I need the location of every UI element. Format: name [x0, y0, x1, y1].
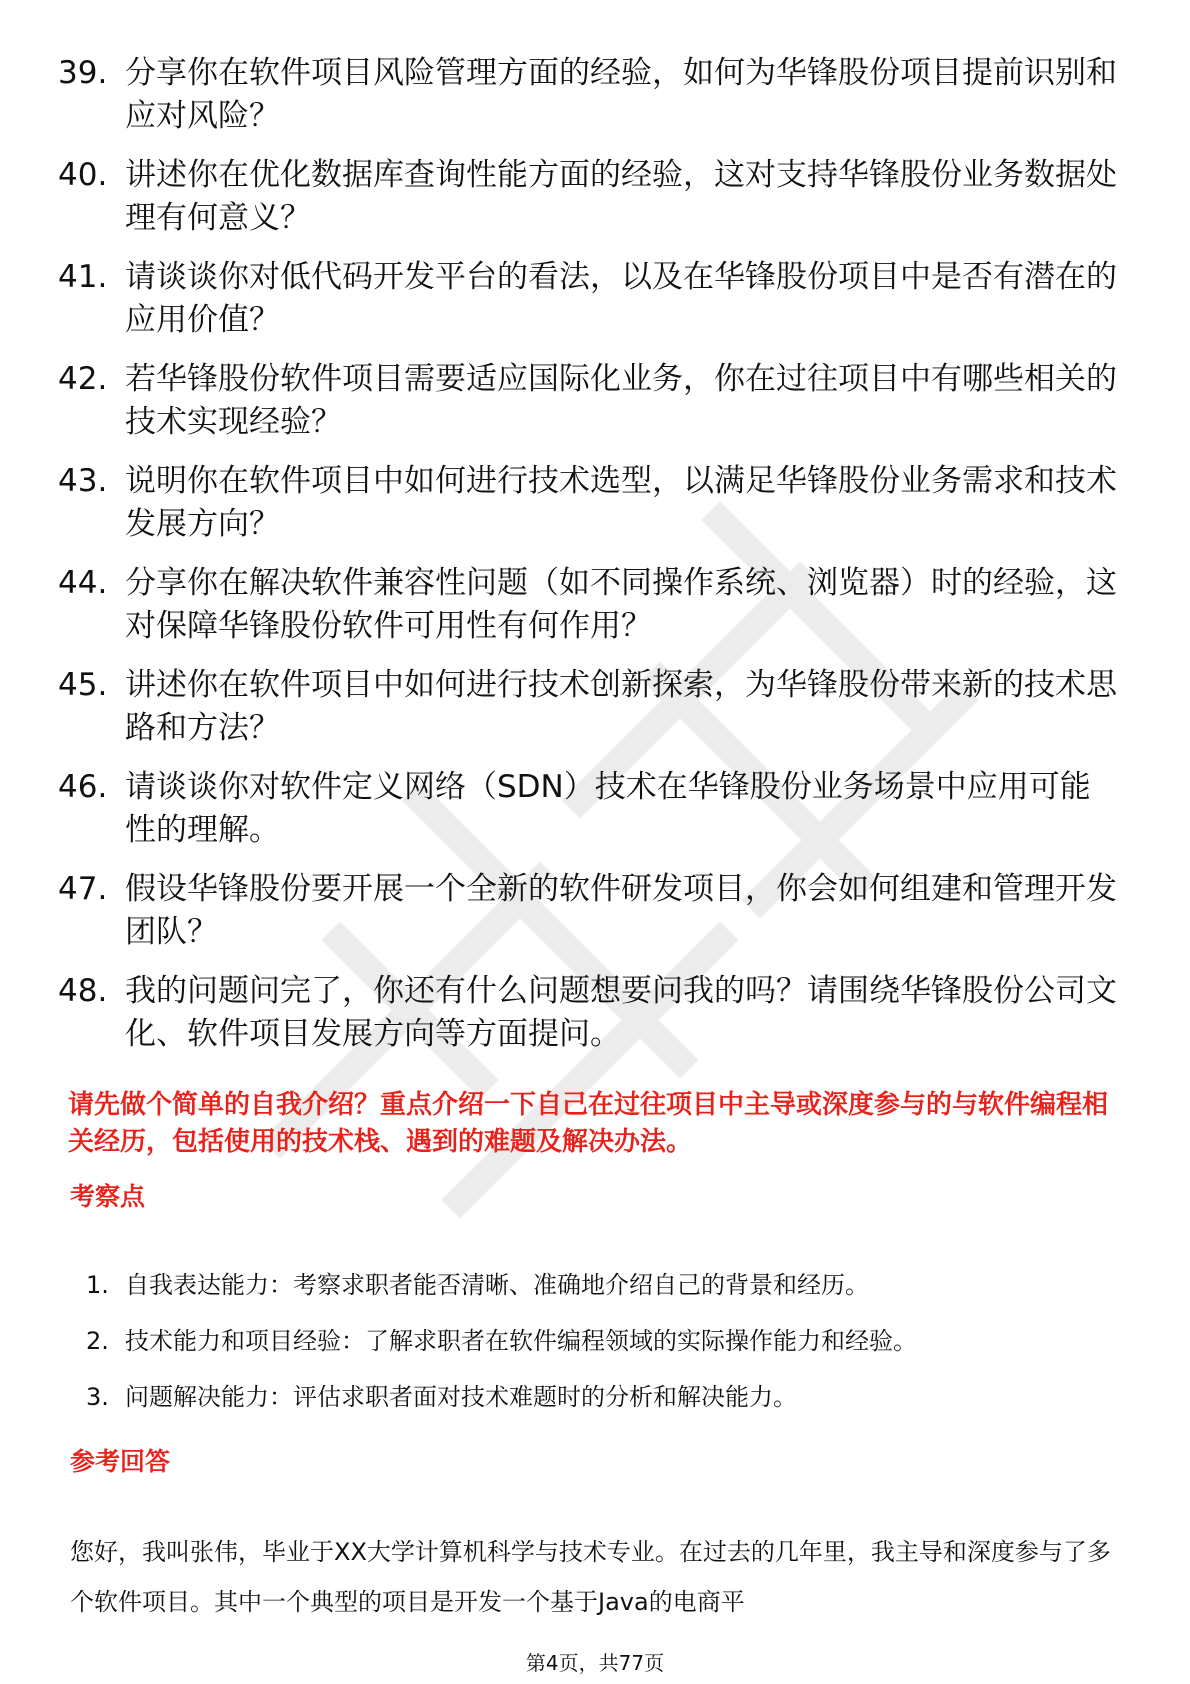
question-item	[0, 358, 1190, 444]
question-number: 45.	[58, 667, 108, 703]
question-number: 46.	[58, 769, 108, 805]
question-number: 47.	[58, 871, 108, 907]
question-text: 分享你在软件项目风险管理方面的经验，如何为华锋股份项目提前识别和应对风险？	[125, 55, 1117, 134]
question-list	[0, 52, 1190, 1072]
question-item	[0, 868, 1190, 954]
question-text: 讲述你在优化数据库查询性能方面的经验，这对支持华锋股份业务数据处理有何意义？	[125, 157, 1117, 236]
question-number: 48.	[58, 973, 108, 1009]
focus-point	[0, 1324, 1190, 1358]
question-number: 41.	[58, 259, 108, 295]
question-text: 请谈谈你对低代码开发平台的看法，以及在华锋股份项目中是否有潜在的应用价值？	[125, 259, 1117, 338]
question-item	[0, 562, 1190, 648]
reference-answer: 您好，我叫张伟，毕业于XX大学计算机科学与技术专业。在过去的几年里，我主导和深度参与了多个软件项目。其中一个典型的项目是开发一个基于Java的电商平	[70, 1538, 1111, 1616]
question-text: 讲述你在软件项目中如何进行技术创新探索，为华锋股份带来新的技术思路和方法？	[125, 667, 1117, 746]
question-item	[0, 154, 1190, 240]
answer-section-title: 参考回答	[70, 1447, 171, 1476]
question-number: 40.	[58, 157, 108, 193]
focus-point-number: 2.	[86, 1327, 109, 1355]
interview-prompt: 请先做个简单的自我介绍？重点介绍一下自己在过往项目中主导或深度参与的与软件编程相关经历，包括使用的技术栈、遇到的难题及解决办法。	[68, 1090, 1109, 1157]
question-item	[0, 970, 1190, 1056]
question-number: 43.	[58, 463, 108, 499]
question-text: 说明你在软件项目中如何进行技术选型，以满足华锋股份业务需求和技术发展方向？	[125, 463, 1117, 542]
focus-point	[0, 1380, 1190, 1414]
focus-point-number: 3.	[86, 1383, 109, 1411]
question-text: 请谈谈你对软件定义网络（SDN）技术在华锋股份业务场景中应用可能性的理解。	[125, 769, 1091, 848]
question-text: 若华锋股份软件项目需要适应国际化业务，你在过往项目中有哪些相关的技术实现经验？	[125, 361, 1117, 440]
focus-section-title: 考察点	[70, 1182, 146, 1211]
question-item	[0, 256, 1190, 342]
question-text: 我的问题问完了，你还有什么问题想要问我的吗？请围绕华锋股份公司文化、软件项目发展方向等方面提问。	[125, 973, 1117, 1052]
focus-point	[0, 1268, 1190, 1302]
question-number: 39.	[58, 55, 108, 91]
question-item	[0, 460, 1190, 546]
focus-point-list	[0, 1268, 1190, 1436]
question-item	[0, 766, 1190, 852]
question-item	[0, 52, 1190, 138]
page-footer: 第4页，共77页	[525, 1651, 665, 1675]
question-number: 44.	[58, 565, 108, 601]
focus-point-number: 1.	[86, 1271, 109, 1299]
question-item	[0, 664, 1190, 750]
focus-point-text: 问题解决能力：评估求职者面对技术难题时的分析和解决能力。	[125, 1383, 797, 1411]
question-number: 42.	[58, 361, 108, 397]
focus-point-text: 技术能力和项目经验：了解求职者在软件编程领域的实际操作能力和经验。	[125, 1327, 917, 1355]
question-text: 分享你在解决软件兼容性问题（如不同操作系统、浏览器）时的经验，这对保障华锋股份软件可用性有何作用？	[125, 565, 1117, 644]
focus-point-text: 自我表达能力：考察求职者能否清晰、准确地介绍自己的背景和经历。	[125, 1271, 869, 1299]
question-text: 假设华锋股份要开展一个全新的软件研发项目，你会如何组建和管理开发团队？	[125, 871, 1117, 950]
